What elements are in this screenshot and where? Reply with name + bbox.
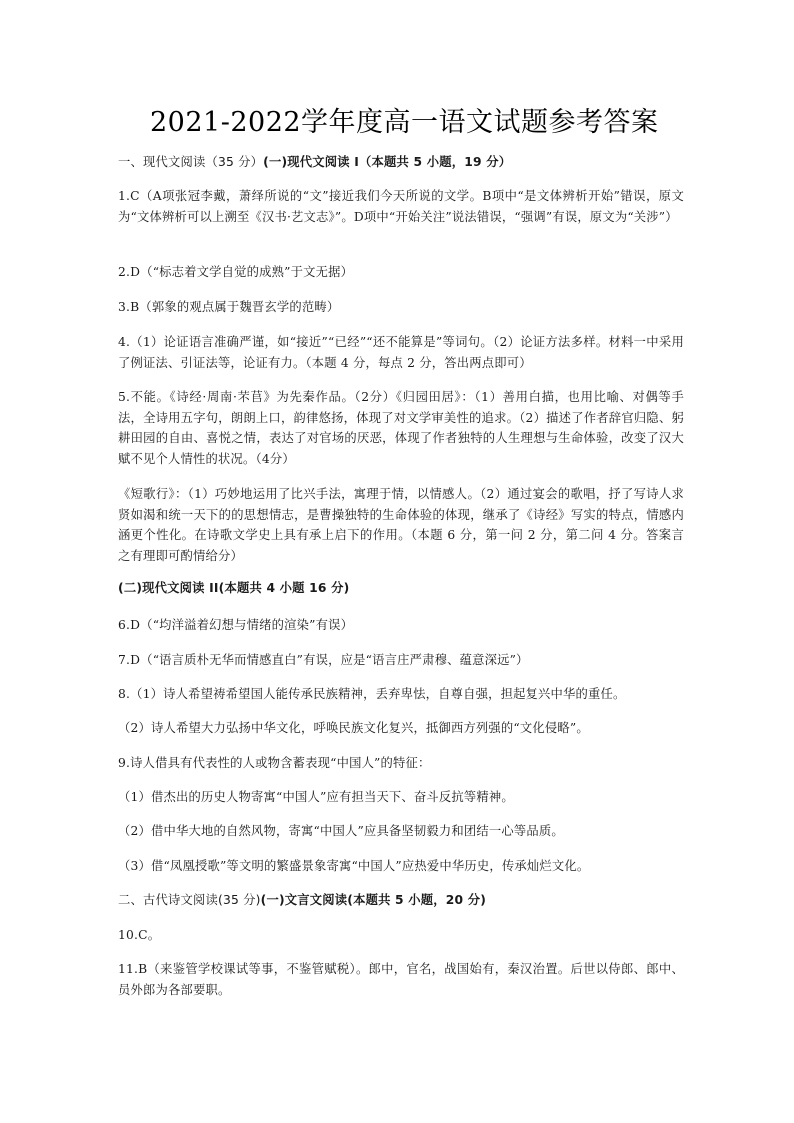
section-prefix: 二、古代诗文阅读(35 分)	[118, 893, 261, 907]
section-label: (一)文言文阅读	[260, 893, 348, 907]
answer-q6: 6.D（“均洋溢着幻想与情绪的渲染”有误）	[118, 618, 354, 632]
answer-q11: 11.B（来鉴管学校课试等事，不鉴管赋税）。郎中，官名，战国始有，秦汉治置。后世以侍郎、郎中、员外郎为各部要职。	[118, 962, 684, 997]
answer-q8-part2: （2）诗人希望大力弘扬中华文化，呼唤民族文化复兴，抵御西方列强的“文化侵略”。	[118, 721, 589, 735]
answer-q9-part2: （2）借中华大地的自然风物，寄寓“中国人”应具备坚韧毅力和团结一心等品质。	[118, 824, 564, 838]
answer-q3: 3.B（郭象的观点属于魏晋玄学的范畴）	[118, 300, 340, 314]
answer-q4: 4.（1）论证语言准确严谨，如“接近”“已经”“还不能算是”等词句。（2）论证方法多样。材料一中采用了例证法、引证法等，论证有力。（本题 4 分，每点 2 分，答出两点即可）	[118, 335, 684, 370]
section-heading-classical-reading	[118, 890, 684, 911]
answer-q5: 5.不能。《诗经·周南·芣苢》为先秦作品。（2分）《归园田居》：（1）善用白描，也用比喻、对偶等手法，全诗用五字句，朗朗上口，韵律悠扬，体现了对文学审美性的追求。（2）描述了作者辞官归隐、躬耕田园的自由、喜悦之情，表达了对官场的厌恶，体现了作者独特的人生理想与生命体验，改变了汉大赋不见个人情性的状况。（4分）	[118, 390, 684, 466]
page-title: 2021-2022学年度高一语文试题参考答案	[150, 107, 659, 138]
answer-q10: 10.C。	[118, 928, 161, 942]
section-heading-modern-reading-2	[118, 578, 684, 599]
section-suffix: (本题共 4 小题 16 分)	[218, 581, 350, 595]
answer-q1: 1.C（A项张冠李戴，萧绎所说的“文”接近我们今天所说的文学。B项中“是文体辨析开始”错误，原文为“文体辨析可以上溯至《汉书·艺文志》”。D项中“开始关注”说法错误，“强调”有误，原文为“关涉”）	[118, 189, 684, 224]
section-heading-modern-reading	[118, 152, 684, 173]
section-label: (一)现代文阅读 I	[263, 155, 360, 169]
answer-q2: 2.D（“标志着文学自觉的成熟”于文无据）	[118, 265, 354, 279]
answer-q8-part1: 8.（1）诗人希望祷希望国人能传承民族精神，丢弃卑怯，自尊自强，担起复兴中华的重任。	[118, 687, 626, 701]
answer-q5-part2: 《短歌行》：（1）巧妙地运用了比兴手法，寓理于情，以情感人。（2）通过宴会的歌唱，抒了写诗人求贤如渴和统一天下的的思想情志，是曹操独特的生命体验的体现，继承了《诗经》写实的特点，情感内涵更个性化。在诗歌文学史上具有承上启下的作用。（本题 6 分，第一问 2 分，第二问 4 分。答案言之有理即可酌情给分）	[118, 487, 684, 563]
answer-q7: 7.D（“语言质朴无华而情感直白”有误，应是“语言庄严肃穆、蕴意深远”）	[118, 653, 529, 667]
section-suffix: (本题共 5 小题，20 分)	[347, 893, 487, 907]
section-prefix: 一、现代文阅读（35 分）	[118, 155, 264, 169]
answer-q9-part3: （3）借“凤凰授歌”等文明的繁盛景象寄寓“中国人”应热爱中华历史，传承灿烂文化。	[118, 859, 590, 873]
section-label: (二)现代文阅读 II	[118, 581, 219, 595]
answer-q9: 9.诗人借具有代表性的人或物含蓄表现“中国人”的特征：	[118, 756, 431, 770]
section-suffix: （本题共 5 小题，19 分）	[359, 155, 512, 169]
answer-q9-part1: （1）借杰出的历史人物寄寓“中国人”应有担当天下、奋斗反抗等精神。	[118, 790, 514, 804]
